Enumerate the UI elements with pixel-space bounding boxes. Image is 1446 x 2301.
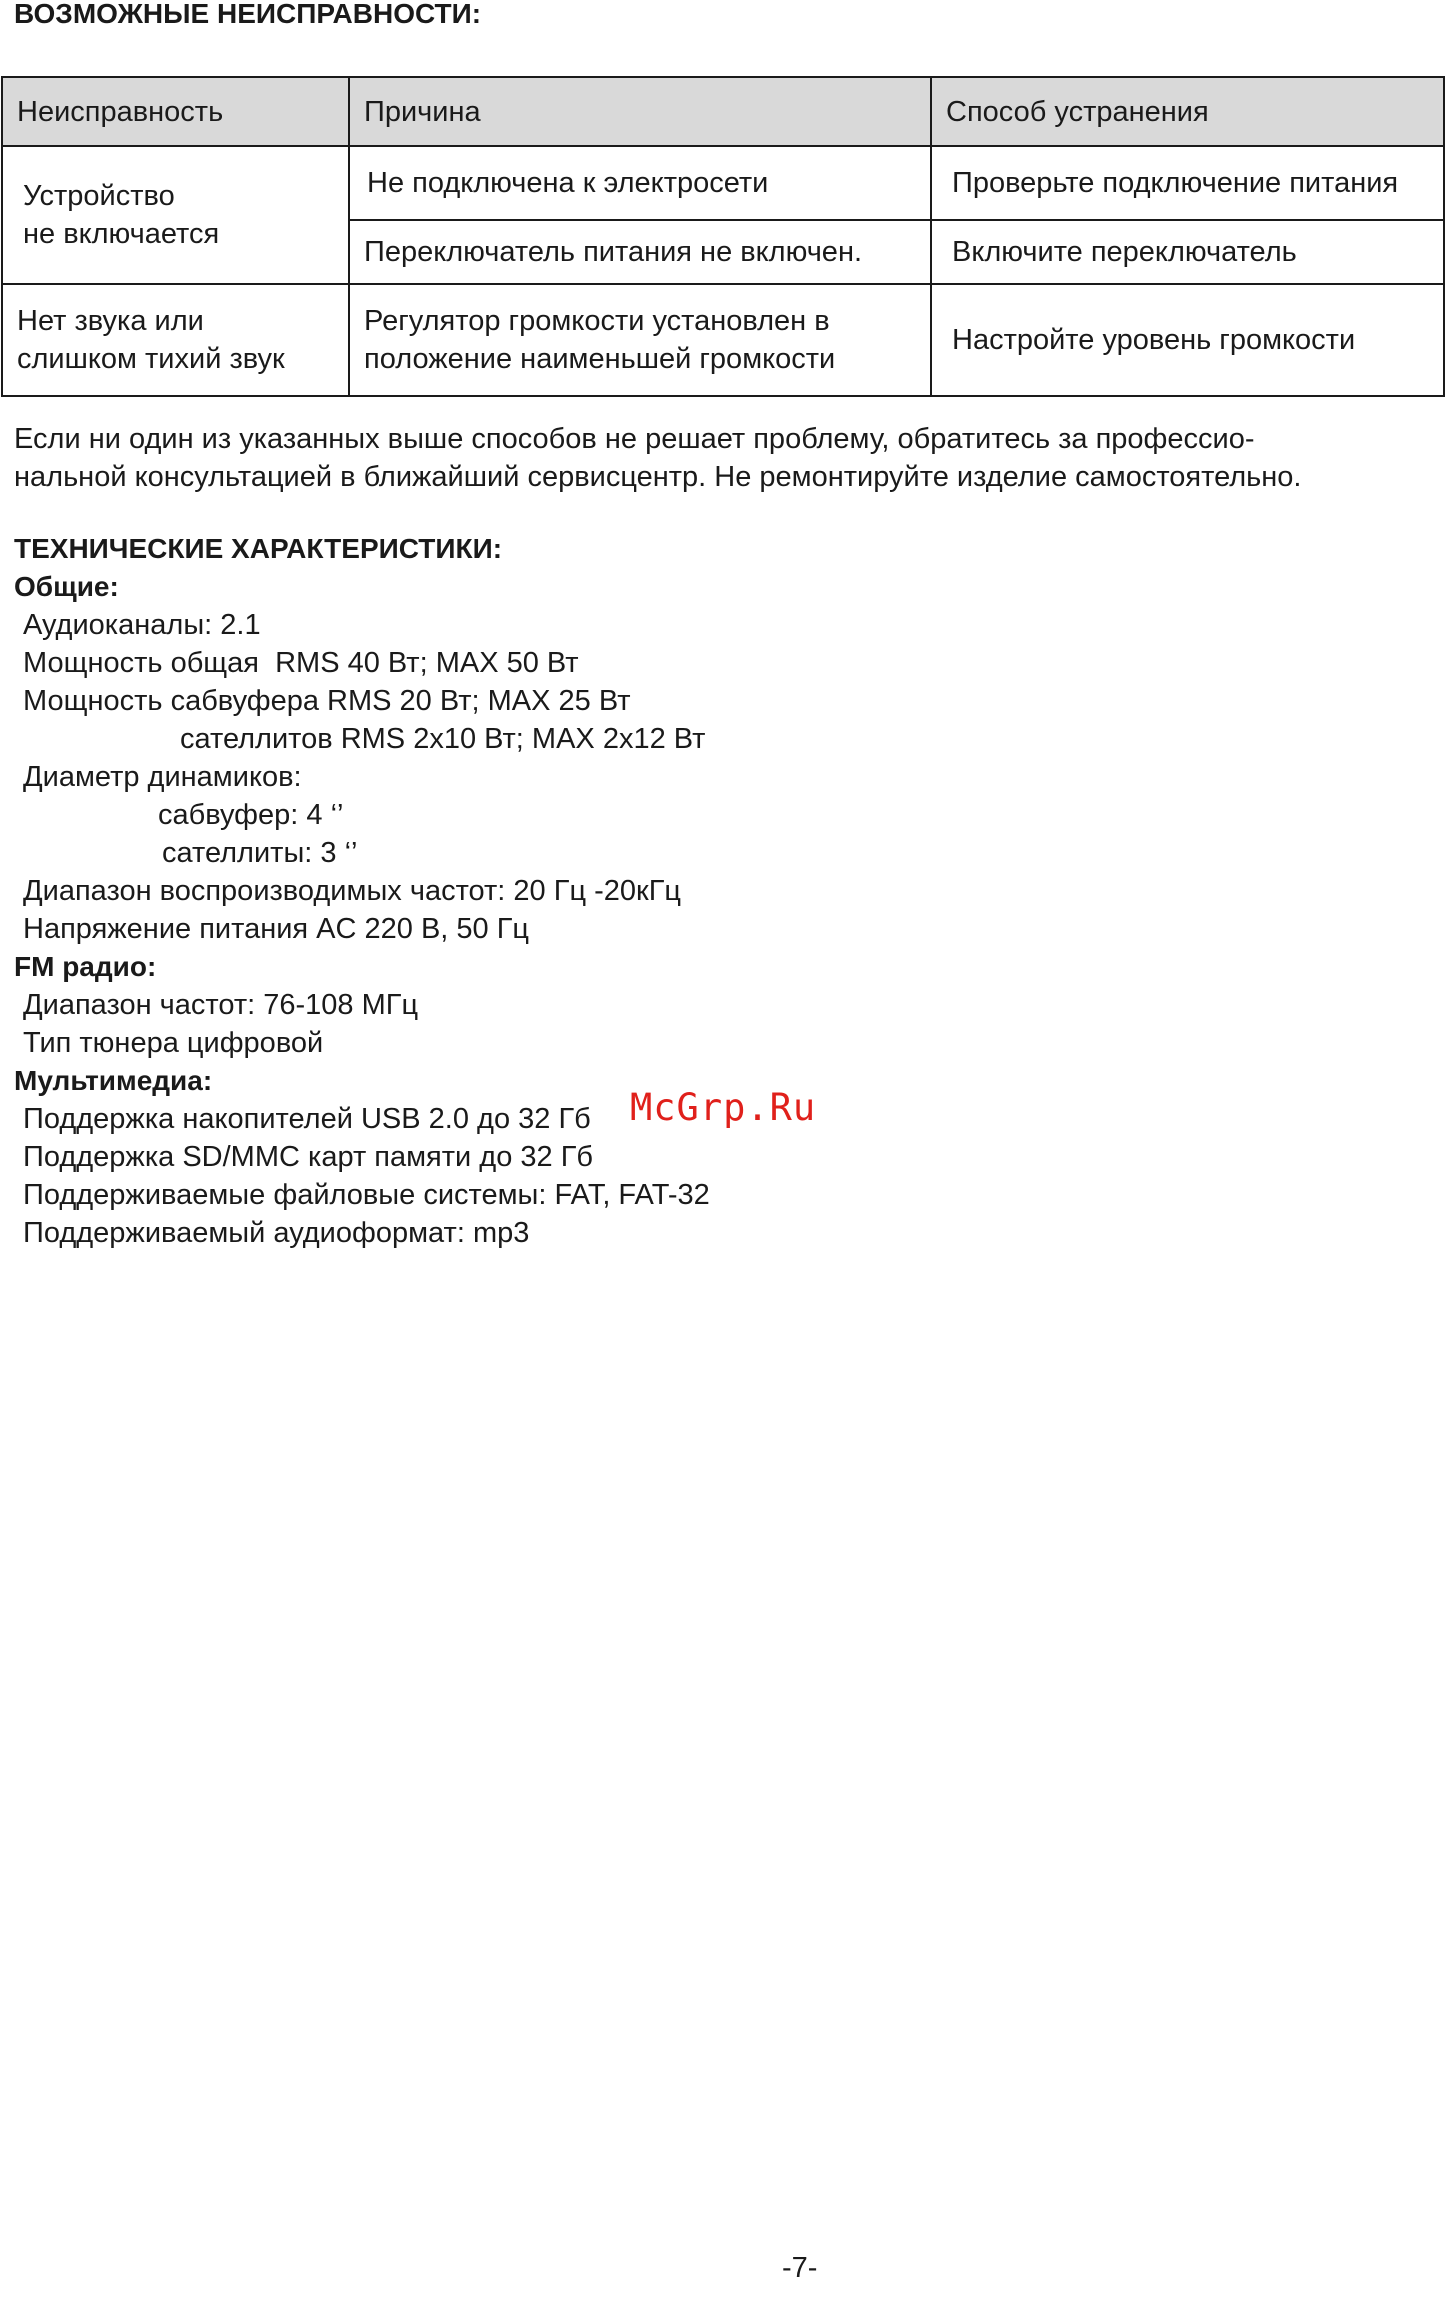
cause-text-line: положение наименьшей громкости: [364, 343, 836, 375]
page-number: -7-: [782, 2252, 818, 2284]
spec-diameter-sat: сателлиты: 3 ‘’: [162, 837, 358, 869]
note-line: Если ни один из указанных выше способов не решает проблему, обратитесь за профессио-: [14, 423, 1255, 455]
table-header-row: [2, 77, 1444, 146]
troubleshooting-table: [1, 76, 1445, 397]
spec-fm-tuner: Тип тюнера цифровой: [23, 1027, 324, 1059]
spec-channels: Аудиоканалы: 2.1: [23, 609, 261, 641]
faults-title: ВОЗМОЖНЫЕ НЕИСПРАВНОСТИ:: [14, 0, 482, 29]
header-fault: Неисправность: [2, 77, 349, 146]
note-line: нальной консультацией в ближайший сервисцентр. Не ремонтируйте изделие самостоятельно.: [14, 461, 1302, 493]
fault-cell: [2, 146, 349, 284]
spec-format: Поддерживаемый аудиоформат: mp3: [23, 1217, 530, 1249]
spec-diameter-sub: сабвуфер: 4 ‘’: [158, 799, 344, 831]
fault-text-line: не включается: [23, 218, 220, 250]
fix-cell: Настройте уровень громкости: [931, 284, 1444, 396]
general-heading: Общие:: [14, 571, 119, 602]
fix-cell: Включите переключатель: [931, 220, 1444, 284]
header-fix: Способ устранения: [931, 77, 1444, 146]
spec-fm-range: Диапазон частот: 76-108 МГц: [23, 989, 419, 1021]
spec-power-sat: сателлитов RMS 2x10 Вт; MAX 2x12 Вт: [180, 723, 706, 755]
header-cause: Причина: [349, 77, 931, 146]
cause-cell: Переключатель питания не включен.: [349, 220, 931, 284]
spec-usb: Поддержка накопителей USB 2.0 до 32 Гб: [23, 1103, 591, 1135]
spec-sd: Поддержка SD/MMC карт памяти до 32 Гб: [23, 1141, 594, 1173]
multimedia-heading: Мультимедиа:: [14, 1065, 213, 1096]
cause-cell: Не подключена к электросети: [349, 146, 931, 220]
spec-diameter: Диаметр динамиков:: [23, 761, 302, 793]
fm-heading: FM радио:: [14, 951, 157, 982]
fault-text-line: Устройство: [23, 180, 175, 212]
spec-power-total: Мощность общая RMS 40 Вт; MAX 50 Вт: [23, 647, 579, 679]
fault-text-line: слишком тихий звук: [17, 343, 285, 375]
cause-cell: [349, 284, 931, 396]
fix-cell: Проверьте подключение питания: [931, 146, 1444, 220]
table-row: [2, 284, 1444, 396]
specs-title: ТЕХНИЧЕСКИЕ ХАРАКТЕРИСТИКИ:: [14, 533, 503, 564]
fault-text-line: Нет звука или: [17, 305, 204, 337]
spec-fs: Поддерживаемые файловые системы: FAT, FAT-32: [23, 1179, 710, 1211]
spec-power-sub: Мощность сабвуфера RMS 20 Вт; MAX 25 Вт: [23, 685, 631, 717]
spec-freq-range: Диапазон воспроизводимых частот: 20 Гц -20кГц: [23, 875, 682, 907]
cause-text-line: Регулятор громкости установлен в: [364, 305, 830, 337]
table-row: [2, 146, 1444, 220]
watermark: McGrp.Ru: [630, 1086, 817, 1129]
fault-cell: [2, 284, 349, 396]
spec-voltage: Напряжение питания AC 220 В, 50 Гц: [23, 913, 530, 945]
